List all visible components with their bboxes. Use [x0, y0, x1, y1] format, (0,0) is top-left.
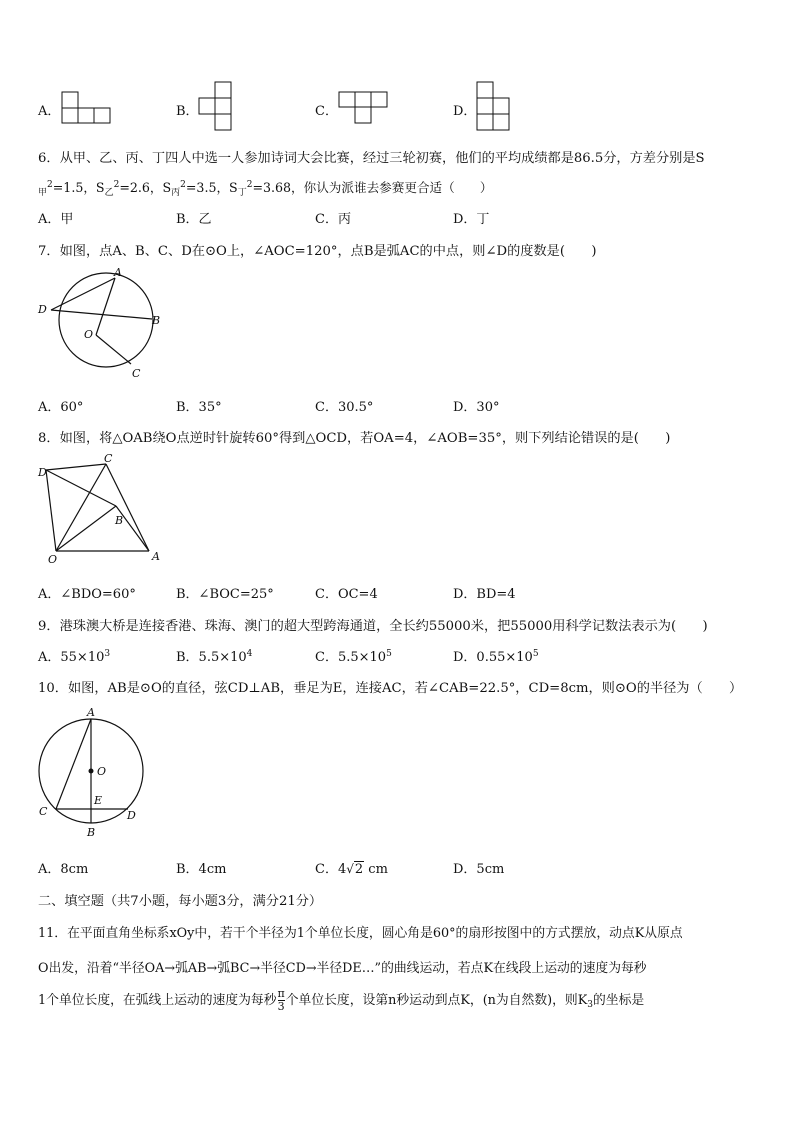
- section-heading-fill-in: 二、填空题（共7小题，每小题3分，满分21分）: [38, 894, 323, 909]
- q6-stem-line1: 6．从甲、乙、丙、丁四人中选一人参加诗词大会比赛，经过三轮初赛，他们的平均成绩都是86.5分，方差分别是S: [38, 151, 705, 166]
- q8-label-c: C: [104, 452, 113, 465]
- q6-option-c: C．丙: [315, 212, 351, 227]
- q7-label-c: C: [132, 367, 141, 380]
- q8-option-b: B．∠BOC=25°: [176, 587, 274, 602]
- q11-line2: O出发，沿着“半径OA→弧AB→弧BC→半径CD→半径DE…”的曲线运动，若点K在线段上运动的速度为每秒: [38, 961, 647, 976]
- q7-label-b: B: [152, 314, 161, 327]
- q5-figure-b: [199, 82, 233, 132]
- q9-stem: 9．港珠澳大桥是连接香港、珠海、澳门的超大型跨海通道，全长约55000米，把55000用科学记数法表示为( ): [38, 619, 708, 634]
- q9-option-d: D．$0.55\times 10^5$: [453, 649, 539, 665]
- q6-option-d: D．丁: [453, 212, 490, 227]
- q9-option-a: A．$55\times 10^3$: [38, 649, 111, 665]
- q8-label-d: D: [38, 466, 47, 479]
- q8-option-c: C．OC=4: [315, 587, 378, 602]
- q9-option-c: C．$5.5\times 10^5$: [315, 649, 392, 665]
- q8-option-a: A．∠BDO=60°: [38, 587, 136, 602]
- q5-figure-d: [477, 82, 511, 132]
- q7-option-b: B．35°: [176, 400, 222, 415]
- q8-label-b: B: [115, 514, 124, 527]
- q7-option-a: A．60°: [38, 400, 84, 415]
- q10-label-b: B: [87, 826, 96, 839]
- q6-option-a: A．甲: [38, 212, 74, 227]
- q10-option-b: B．4cm: [176, 862, 227, 877]
- q7-circle-figure: [36, 266, 176, 386]
- q10-circle-figure: [36, 704, 146, 840]
- q7-option-c: C．30.5°: [315, 400, 374, 415]
- q10-label-o: O: [97, 765, 107, 778]
- q7-option-d: D．30°: [453, 400, 500, 415]
- q11-line3: 1个单位长度，在弧线上运动的速度为每秒 $\frac{\pi}{3}$ 个单位长度，设第n秒运动到点K，(n为自然数)，则$K_3$的坐标是: [38, 987, 645, 1013]
- q5-figure-c: [339, 88, 389, 124]
- q10-label-e: E: [94, 794, 103, 807]
- q10-label-a: A: [87, 706, 95, 719]
- q5-option-c: C．: [315, 104, 338, 119]
- q11-line1: 11．在平面直角坐标系xOy中，若干个半径为1个单位长度，圆心角是60°的扇形按图中的方式摆放，动点K从原点: [38, 926, 683, 941]
- q10-label-d: D: [127, 809, 136, 822]
- q10-option-a: A．8cm: [38, 862, 89, 877]
- q8-label-o: O: [48, 553, 58, 566]
- q10-option-c: C．4√2 cm: [315, 862, 388, 877]
- q8-option-d: D．BD=4: [453, 587, 516, 602]
- q7-label-a: A: [114, 266, 122, 279]
- q10-label-c: C: [39, 805, 48, 818]
- q9-option-b: B．$5.5\times 10^4$: [176, 649, 253, 665]
- q7-label-o: O: [84, 328, 94, 341]
- q8-label-a: A: [152, 550, 160, 563]
- pi-over-3-fraction: $\frac{\pi}{3}$: [277, 987, 285, 1013]
- q7-label-d: D: [38, 303, 47, 316]
- q5-option-a: A．: [38, 104, 61, 119]
- q8-stem: 8．如图，将△OAB绕O点逆时针旋转60°得到△OCD，若OA=4，∠AOB=35°，则下列结论错误的是( ): [38, 431, 671, 446]
- q5-option-b: B．: [176, 104, 199, 119]
- q8-triangle-figure: [36, 454, 176, 566]
- q10-option-d: D．5cm: [453, 862, 505, 877]
- q6-option-b: B．乙: [176, 212, 212, 227]
- q5-figure-a: [62, 88, 112, 124]
- q5-option-d: D．: [453, 104, 477, 119]
- q6-stem-line2: $_甲^2$=1.5，$S_乙^2=2.6$，$S_丙^2=3.5$，$S_丁^2=3.68$，你认为派谁去参赛更合适（ ）: [38, 180, 493, 198]
- q10-stem: 10．如图，AB是⊙O的直径，弦CD⊥AB，垂足为E，连接AC，若∠CAB=22.5°，CD=8cm，则⊙O的半径为（ ）: [38, 681, 743, 696]
- q7-stem: 7．如图，点A、B、C、D在⊙O上，∠AOC=120°，点B是弧AC的中点，则∠D的度数是( ): [38, 244, 597, 259]
